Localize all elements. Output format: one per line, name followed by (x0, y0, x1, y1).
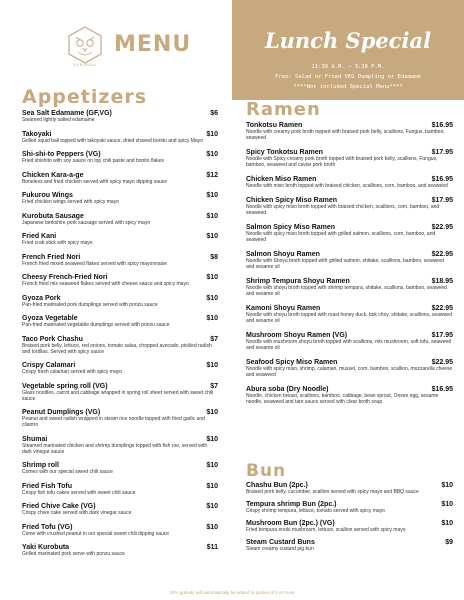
list-item (246, 224, 453, 243)
item-name: Yaki Kurobuta (22, 544, 70, 551)
item-name: French Fried Nori (22, 253, 81, 261)
item-price: $10 (441, 520, 453, 527)
item-price: $7 (210, 382, 218, 390)
item-price: $10 (206, 315, 218, 322)
item-name: Steam Custard Buns (246, 539, 315, 546)
logo-text: FUKUROU (73, 62, 97, 67)
item-name: Takoyaki (22, 130, 52, 138)
list-item (246, 251, 453, 270)
list-item (22, 544, 218, 557)
item-price: $17.95 (431, 149, 453, 156)
list-item (246, 386, 453, 405)
list-item (22, 524, 218, 537)
item-name: Vegetable spring roll (VG) (22, 382, 108, 390)
item-name: Chicken Spicy Miso Ramen (246, 197, 338, 204)
list-item (22, 233, 218, 246)
item-desc: Pan-fried marinated vegetable dumplings served with ponzu sauce (22, 322, 170, 328)
item-desc: French fried mix seaweed flakes served with cheese sauce and spicy mayo (22, 281, 189, 287)
gratuity-note: 20% gratuity will automatically be added to parties of 5 or more (169, 590, 295, 595)
item-price: $9 (445, 539, 453, 546)
list-item (22, 110, 218, 123)
list-item (22, 131, 218, 144)
item-name: Shrimp Tempura Shoyu Ramen (246, 278, 350, 285)
item-desc: Noodle with Spicy creamy pork broth topped with braised pork belly, scallions, Fungus, bamboo, seaweed and caviar pork broth (246, 156, 438, 168)
item-desc: Noodle with shoyu broth topped with shrimp tempura, shitake, scallions, bamboo, seaweed and sesame oil (246, 285, 447, 297)
ramen-list (246, 122, 453, 413)
item-name: Gyoza Pork (22, 294, 61, 302)
list-item (246, 482, 453, 495)
item-name: Cheesy French-Fried Nori (22, 274, 108, 281)
item-desc: Braised pork belly, cucumber, scallion served with spicy mayo and BBQ sauce (246, 489, 419, 495)
item-price: $10 (206, 274, 218, 281)
item-price: $10 (206, 294, 218, 302)
lunch-special-hours: 11:30 A.M. – 3:30 P.M. (311, 64, 385, 70)
item-desc: Fried shishito with soy sauce on top chili paste and bonito flakes (22, 158, 165, 164)
item-price: $16.95 (431, 176, 453, 183)
item-name: Shumai (22, 435, 48, 443)
item-desc: Noodle, chicken breast, scallions, bamboo, cabbage, bean sprout, Onsen egg, sesame noodle, seaweed and tare sauce served with clear broth soup (246, 393, 439, 405)
list-item (22, 362, 218, 375)
item-price: $6 (210, 110, 218, 117)
item-name: Fried Kani (22, 233, 57, 240)
appetizers-list (22, 110, 218, 565)
item-price: $10 (441, 501, 453, 508)
item-desc: Crispy fish tofu cakes served with sweet chili sauce (22, 489, 136, 496)
item-name: Taco Pork Chashu (22, 335, 83, 343)
list-item (22, 192, 218, 205)
item-price: $10 (206, 435, 218, 443)
item-desc: Glass noodles, carrot and cabbage wrapped in spring roll sheet served with sweet chili sauce (22, 389, 214, 402)
item-price: $22.95 (431, 305, 453, 312)
item-desc: Come with crushed peanut in our special sweet chili dipping sauce (22, 530, 170, 537)
list-item (22, 483, 218, 496)
list-item (22, 436, 218, 455)
menu-title: MENU (114, 32, 192, 57)
list-item (246, 520, 453, 533)
item-name: Fried Fish Tofu (22, 482, 73, 490)
item-desc: Steamed marinated chicken and shrimp dumplings topped with fish roe, served with dark vinegar sauce (22, 442, 208, 455)
item-price: $11 (206, 544, 218, 551)
item-name: Seafood Spicy Miso Ramen (246, 359, 338, 366)
item-price: $10 (206, 233, 218, 240)
list-item (246, 332, 453, 351)
list-item (22, 295, 218, 308)
item-price: $17.95 (431, 197, 453, 204)
list-item (246, 149, 453, 168)
item-price: $8 (210, 253, 218, 261)
item-price: $10 (206, 523, 218, 531)
list-item (246, 197, 453, 216)
item-name: Peanut Dumplings (VG) (22, 409, 101, 416)
item-desc: French fried mixed seaweed flakes served with spicy mayonnaise (22, 260, 168, 267)
list-item (22, 462, 218, 475)
list-item (22, 274, 218, 287)
item-name: Kurobuta Sausage (22, 212, 84, 220)
item-price: $22.95 (431, 359, 453, 366)
item-desc: Noodle with spicy miso broth topped with braised chicken, scallions, corn, bamboo, and seaweed (246, 204, 440, 216)
list-item (22, 172, 218, 185)
list-item (22, 254, 218, 267)
item-price: $10 (206, 482, 218, 490)
item-name: Chicken Kara-a-ge (22, 171, 84, 179)
item-desc: Noodle with miso broth topped with braised chicken, scallions, corn, bamboo, and seaweed (246, 183, 448, 189)
bun-heading: Bun (246, 461, 287, 481)
appetizers-heading: Appetizers (22, 86, 148, 108)
list-item (22, 409, 218, 428)
lunch-special-banner (232, 0, 464, 100)
item-name: Chashu Bun (2pc.) (246, 482, 308, 489)
item-name: Abura soba (Dry Noodle) (246, 386, 329, 393)
list-item (246, 176, 453, 189)
item-price: $10 (206, 212, 218, 220)
item-desc: Crispy chive cake served with dark vinegar sauce (22, 510, 132, 516)
list-item (246, 501, 453, 514)
item-price: $10 (441, 482, 453, 489)
list-item (22, 213, 218, 226)
item-name: Salmon Shoyu Ramen (246, 251, 320, 258)
item-name: Gyoza Vegetable (22, 315, 78, 322)
item-desc: Steam creamy custard pig bun (246, 546, 314, 552)
item-desc: Grilled squid ball topped with takoyaki sauce, dried shaved bonito and spicy Mayo (22, 137, 203, 144)
item-desc: Noodle with shoyu broth topped with roast honey duck, bok choy, shitake, scallions, seaweed and sesame oil (246, 312, 452, 324)
item-desc: Peanut and sweet radish wrapped in steam rice noodle topped with fried garlic and cilantro (22, 416, 205, 428)
item-name: Tonkotsu Ramen (246, 122, 303, 129)
item-price: $10 (206, 192, 218, 199)
item-name: Salmon Spicy Miso Ramen (246, 224, 336, 231)
item-name: Shi-shi-to Peppers (VG) (22, 151, 101, 158)
owl-logo-icon (66, 25, 104, 65)
item-desc: Comes with our special sweet chili sauce (22, 469, 113, 475)
item-desc: Steamed lightly salted edamame (22, 117, 95, 123)
item-price: $10 (206, 362, 218, 369)
item-price: $10 (206, 462, 218, 469)
item-price: $10 (206, 151, 218, 158)
item-price: $10 (206, 130, 218, 138)
item-name: Mushroom Bun (2pc.) (VG) (246, 520, 335, 527)
item-desc: Noodle with spicy miso broth topped with grilled salmon, scallions, corn, bamboo, and seaweed (246, 231, 436, 243)
item-price: $10 (206, 503, 218, 510)
item-price: $17.95 (431, 332, 453, 339)
item-desc: Braised pork belly, lettuce, red onions, tomato salsa, chopped avocado, pickled radish and tortillas. Served with spicy sauce (22, 342, 212, 355)
item-price: $12 (206, 171, 218, 179)
item-desc: Crispy shrimp tempura, lettuce, tomato served with spicy mayo (246, 508, 385, 514)
item-price: $16.95 (431, 386, 453, 393)
item-name: Fukurou Wings (22, 192, 73, 199)
list-item (22, 383, 218, 402)
item-desc: Noodle with creamy pork broth topped with braised pork belly, scallions, Fungus, bamboo, seaweed (246, 129, 445, 141)
list-item (246, 278, 453, 297)
item-desc: Crispy fresh calamari served with spicy mayo (22, 369, 123, 375)
lunch-special-title: Lunch Special (264, 28, 432, 53)
item-price: $22.95 (431, 251, 453, 258)
item-name: Sea Salt Edamame (GF,VG) (22, 110, 112, 117)
list-item (246, 122, 453, 141)
item-name: Kamoni Shoyu Ramen (246, 305, 321, 312)
item-desc: Pan-fried marinated pork dumplings served with ponzu sauce (22, 301, 158, 308)
item-price: $18.95 (431, 278, 453, 285)
list-item (22, 151, 218, 164)
item-name: Shrimp roll (22, 462, 59, 469)
item-price: $10 (206, 409, 218, 416)
list-item (22, 315, 218, 328)
item-desc: Noodle with mushroom shoyu broth topped with scallions, mix mushroom, soft tofu, seaweed and sesame oil (246, 339, 452, 351)
item-name: Fried Tofu (VG) (22, 523, 73, 531)
bun-list (246, 482, 453, 558)
lunch-special-note: ****Not included Special Menu**** (293, 84, 403, 90)
item-name: Chicken Miso Ramen (246, 176, 317, 183)
item-name: Spicy Tonkotsu Ramen (246, 149, 323, 156)
item-name: Mushroom Shoyu Ramen (VG) (246, 332, 348, 339)
item-desc: Fried chicken wings served with spicy mayo (22, 199, 119, 205)
item-desc: Boneless and fried chicken served with spicy mayo dipping sauce (22, 178, 168, 185)
item-desc: Noodle with Shoyu broth topped with grilled salmon, shitake, scallions, bamboo, seaweed and sesame oil (246, 258, 444, 270)
list-item (246, 539, 453, 552)
item-desc: Japanese berkshire pork sausage served with spicy mayo (22, 219, 151, 226)
item-name: Crispy Calamari (22, 362, 76, 369)
item-desc: Grilled marinated pork serve with ponzu sauce (22, 551, 125, 557)
item-name: Tempura shrimp Bun (2pc.) (246, 501, 337, 508)
list-item (246, 359, 453, 378)
ramen-heading: Ramen (246, 99, 321, 120)
item-desc: Fried crab stick with spicy mayo (22, 240, 93, 246)
item-price: $16.95 (431, 122, 453, 129)
right-panel (232, 0, 464, 600)
lunch-special-free: Free: Salad or Fried VEG Dumpling or Edamame (275, 74, 421, 80)
item-name: Fried Chive Cake (VG) (22, 503, 96, 510)
item-price: $22.95 (431, 224, 453, 231)
list-item (22, 503, 218, 516)
item-desc: Fried tempura enoki mushroom, lettuce, scallion served with spicy mayo (246, 527, 406, 533)
list-item (246, 305, 453, 324)
item-desc: Noodle with spicy miso, shrimp, calamari, mussel, corn, bamboo, scallion, mozzarella cheese and seaweed (246, 366, 453, 378)
list-item (22, 336, 218, 355)
item-price: $7 (210, 335, 218, 343)
